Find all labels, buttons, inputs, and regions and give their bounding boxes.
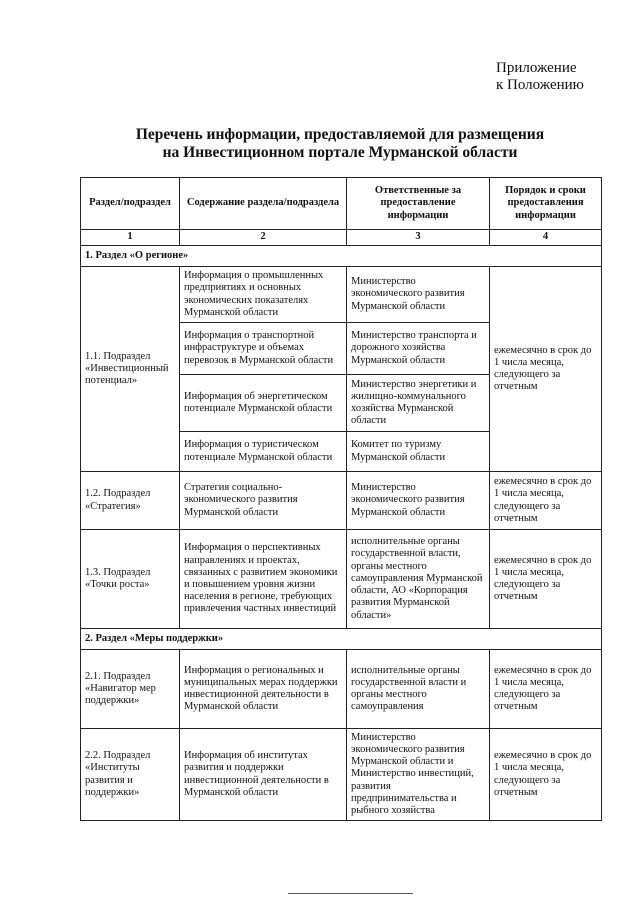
column-number: 4 (490, 230, 602, 246)
header-content: Содержание раздела/подраздела (180, 178, 347, 230)
section-row (81, 246, 602, 267)
content-cell: Информация о транспортной инфраструктуре и объемах перевозок в Мурманской области (180, 323, 347, 375)
column-number: 2 (180, 230, 347, 246)
appendix-label (496, 60, 584, 94)
term-cell: ежемесячно в срок до 1 числа месяца, следующего за отчетным (490, 729, 602, 821)
subsection-name: 2.1. Подраздел «Навигатор мер поддержки» (81, 650, 180, 729)
column-number-row (81, 230, 602, 246)
header-responsible: Ответственные за предоставление информации (347, 178, 490, 230)
responsible-cell: Министерство экономического развития Мурманской области и Министерство инвестиций, развития предпринимательства и рыбного хозяйства (347, 729, 490, 821)
responsible-cell: исполнительные органы государственной власти, органы местного самоуправления Мурманской области, АО «Корпорация развития Мурманской области» (347, 530, 490, 629)
responsible-cell: исполнительные органы государственной власти и органы местного самоуправления (347, 650, 490, 729)
table-row (81, 472, 602, 530)
subsection-name: 1.1. Подраздел «Инвестиционный потенциал» (81, 267, 180, 472)
appendix-line-1: Приложение (496, 60, 577, 76)
subsection-name: 1.3. Подраздел «Точки роста» (81, 530, 180, 629)
content-cell: Информация о региональных и муниципальных мерах поддержки инвестиционной деятельности в Мурманской области (180, 650, 347, 729)
document-title (80, 126, 600, 162)
appendix-line-2: к Положению (496, 77, 584, 93)
table-row (81, 729, 602, 821)
header-section: Раздел/подраздел (81, 178, 180, 230)
column-number: 1 (81, 230, 180, 246)
table-row (81, 267, 602, 323)
term-cell: ежемесячно в срок до 1 числа месяца, следующего за отчетным (490, 530, 602, 629)
content-cell: Информация об институтах развития и поддержки инвестиционной деятельности в Мурманской области (180, 729, 347, 821)
content-cell: Стратегия социально-экономического развития Мурманской области (180, 472, 347, 530)
content-cell: Информация об энергетическом потенциале Мурманской области (180, 375, 347, 432)
content-cell: Информация о перспективных направлениях и проектах, связанных с развитием экономики и повышением уровня жизни населения в регионе, требующих привлечения частных инвестиций (180, 530, 347, 629)
responsible-cell: Министерство экономического развития Мурманской области (347, 267, 490, 323)
subsection-name: 2.2. Подраздел «Институты развития и поддержки» (81, 729, 180, 821)
table-header-row (81, 178, 602, 230)
header-terms: Порядок и сроки предоставления информации (490, 178, 602, 230)
title-line-1: Перечень информации, предоставляемой для размещения (135, 126, 545, 143)
section-title: 2. Раздел «Меры поддержки» (81, 629, 602, 650)
content-cell: Информация о промышленных предприятиях и основных экономических показателях Мурманской области (180, 267, 347, 323)
information-table (80, 177, 602, 821)
term-cell: ежемесячно в срок до 1 числа месяца, следующего за отчетным (490, 650, 602, 729)
responsible-cell: Министерство транспорта и дорожного хозяйства Мурманской области (347, 323, 490, 375)
responsible-cell: Комитет по туризму Мурманской области (347, 432, 490, 472)
column-number: 3 (347, 230, 490, 246)
responsible-cell: Министерство энергетики и жилищно-коммунального хозяйства Мурманской области (347, 375, 490, 432)
term-cell: ежемесячно в срок до 1 числа месяца, следующего за отчетным (490, 267, 602, 472)
table-row (81, 650, 602, 729)
page-bottom-divider (288, 893, 413, 894)
responsible-cell: Министерство экономического развития Мурманской области (347, 472, 490, 530)
subsection-name: 1.2. Подраздел «Стратегия» (81, 472, 180, 530)
section-title: 1. Раздел «О регионе» (81, 246, 602, 267)
table-row (81, 530, 602, 629)
title-line-2: на Инвестиционном портале Мурманской области (162, 144, 518, 161)
section-row (81, 629, 602, 650)
content-cell: Информация о туристическом потенциале Мурманской области (180, 432, 347, 472)
term-cell: ежемесячно в срок до 1 числа месяца, следующего за отчетным (490, 472, 602, 530)
